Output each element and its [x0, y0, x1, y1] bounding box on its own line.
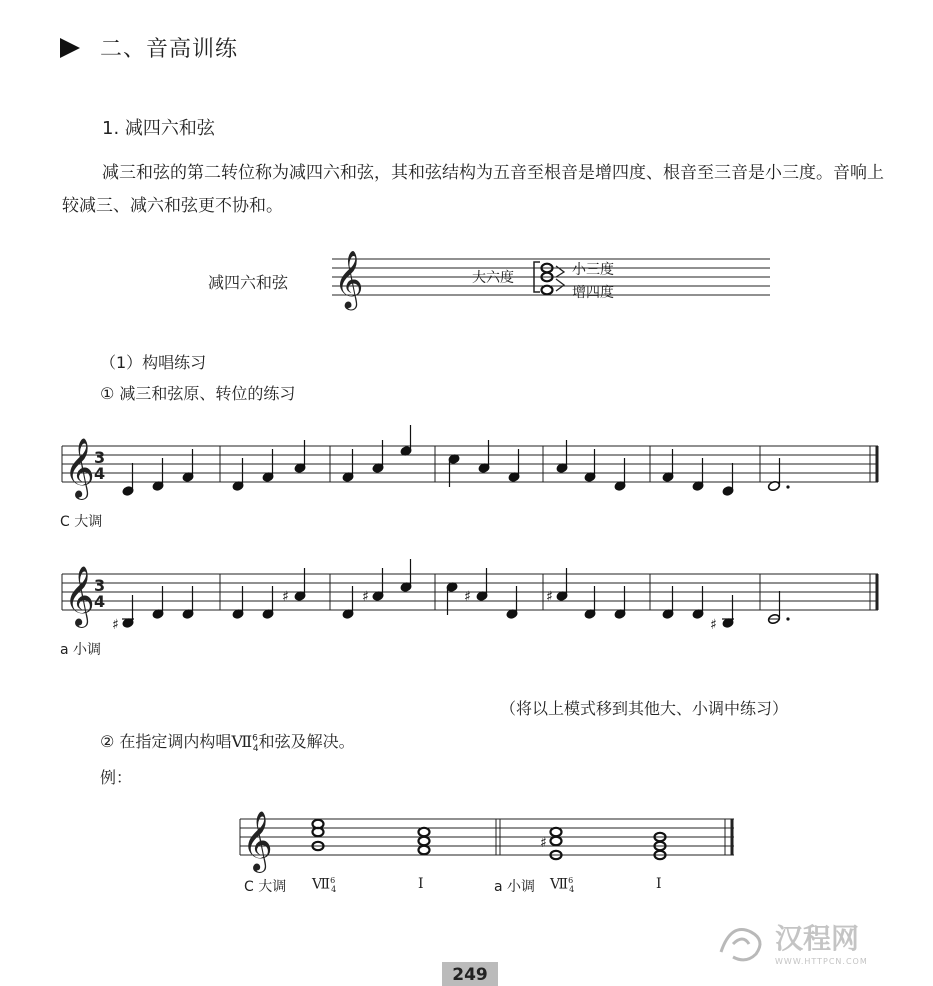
- watermark-logo-icon: [711, 912, 911, 972]
- example-chord-a-i: Ⅰ: [656, 876, 662, 892]
- example-staff: [238, 798, 738, 873]
- sharp-icon: ♯: [546, 589, 553, 605]
- subheading: 1. 减四六和弦: [102, 118, 215, 139]
- section-heading-text: 二、音高训练: [100, 37, 239, 62]
- interval-augmented-fourth: 增四度: [572, 285, 614, 301]
- time-signature-bottom: 4: [94, 592, 106, 611]
- sharp-icon: ♯: [362, 589, 369, 605]
- intro-paragraph: 减三和弦的第二转位称为减四六和弦，其和弦结构为五音至根音是增四度、根音至三音是小三度。音响上较减三、减六和弦更不协和。: [62, 163, 884, 216]
- treble-clef-icon: 𝄞: [242, 811, 273, 871]
- interval-large-sixth: 大六度: [472, 270, 514, 286]
- treble-clef-icon: 𝄞: [334, 250, 364, 308]
- sharp-icon: ♯: [112, 617, 119, 633]
- sharp-icon: ♯: [540, 835, 547, 851]
- watermark-text: 汉程网: [775, 922, 860, 955]
- example-label: 例：: [100, 768, 133, 787]
- time-signature-top: 3: [94, 448, 106, 467]
- page-number: 249: [452, 965, 488, 985]
- transpose-note: （将以上模式移到其他大、小调中练习）: [500, 699, 789, 718]
- watermark-url: WWW.HTTPCN.COM: [775, 957, 868, 966]
- example-chord-c-i: Ⅰ: [418, 876, 424, 892]
- staff-c-major: [60, 425, 890, 515]
- key-label-a-minor: a 小调: [60, 642, 102, 658]
- example-key-c: C 大调: [244, 879, 287, 895]
- treble-clef-icon: 𝄞: [64, 438, 95, 498]
- exercise-item-1: ① 减三和弦原、转位的练习: [100, 384, 296, 403]
- time-signature-top: 3: [94, 576, 106, 595]
- example-chord-c-vii: Ⅶ$^6_4$: [312, 876, 337, 895]
- staff-a-minor: [60, 553, 890, 648]
- section-heading: [60, 32, 238, 63]
- example-chord-a-vii: Ⅶ$^6_4$: [550, 876, 575, 895]
- chord-diagram-staff: [330, 244, 780, 314]
- example-key-a: a 小调: [494, 879, 536, 895]
- sharp-icon: ♯: [282, 589, 289, 605]
- interval-minor-third: 小三度: [572, 262, 614, 278]
- diagram-label: 减四六和弦: [208, 273, 289, 292]
- exercise-title: （1）构唱练习: [100, 353, 207, 372]
- treble-clef-icon: 𝄞: [64, 566, 95, 626]
- exercise-item-2: ② 在指定调内构唱Ⅶ$^6_4$和弦及解决。: [100, 732, 355, 755]
- key-label-c-major: C 大调: [60, 514, 103, 530]
- sharp-icon: ♯: [710, 617, 717, 633]
- sharp-icon: ♯: [464, 589, 471, 605]
- triangle-marker-icon: [60, 38, 80, 58]
- time-signature-bottom: 4: [94, 464, 106, 483]
